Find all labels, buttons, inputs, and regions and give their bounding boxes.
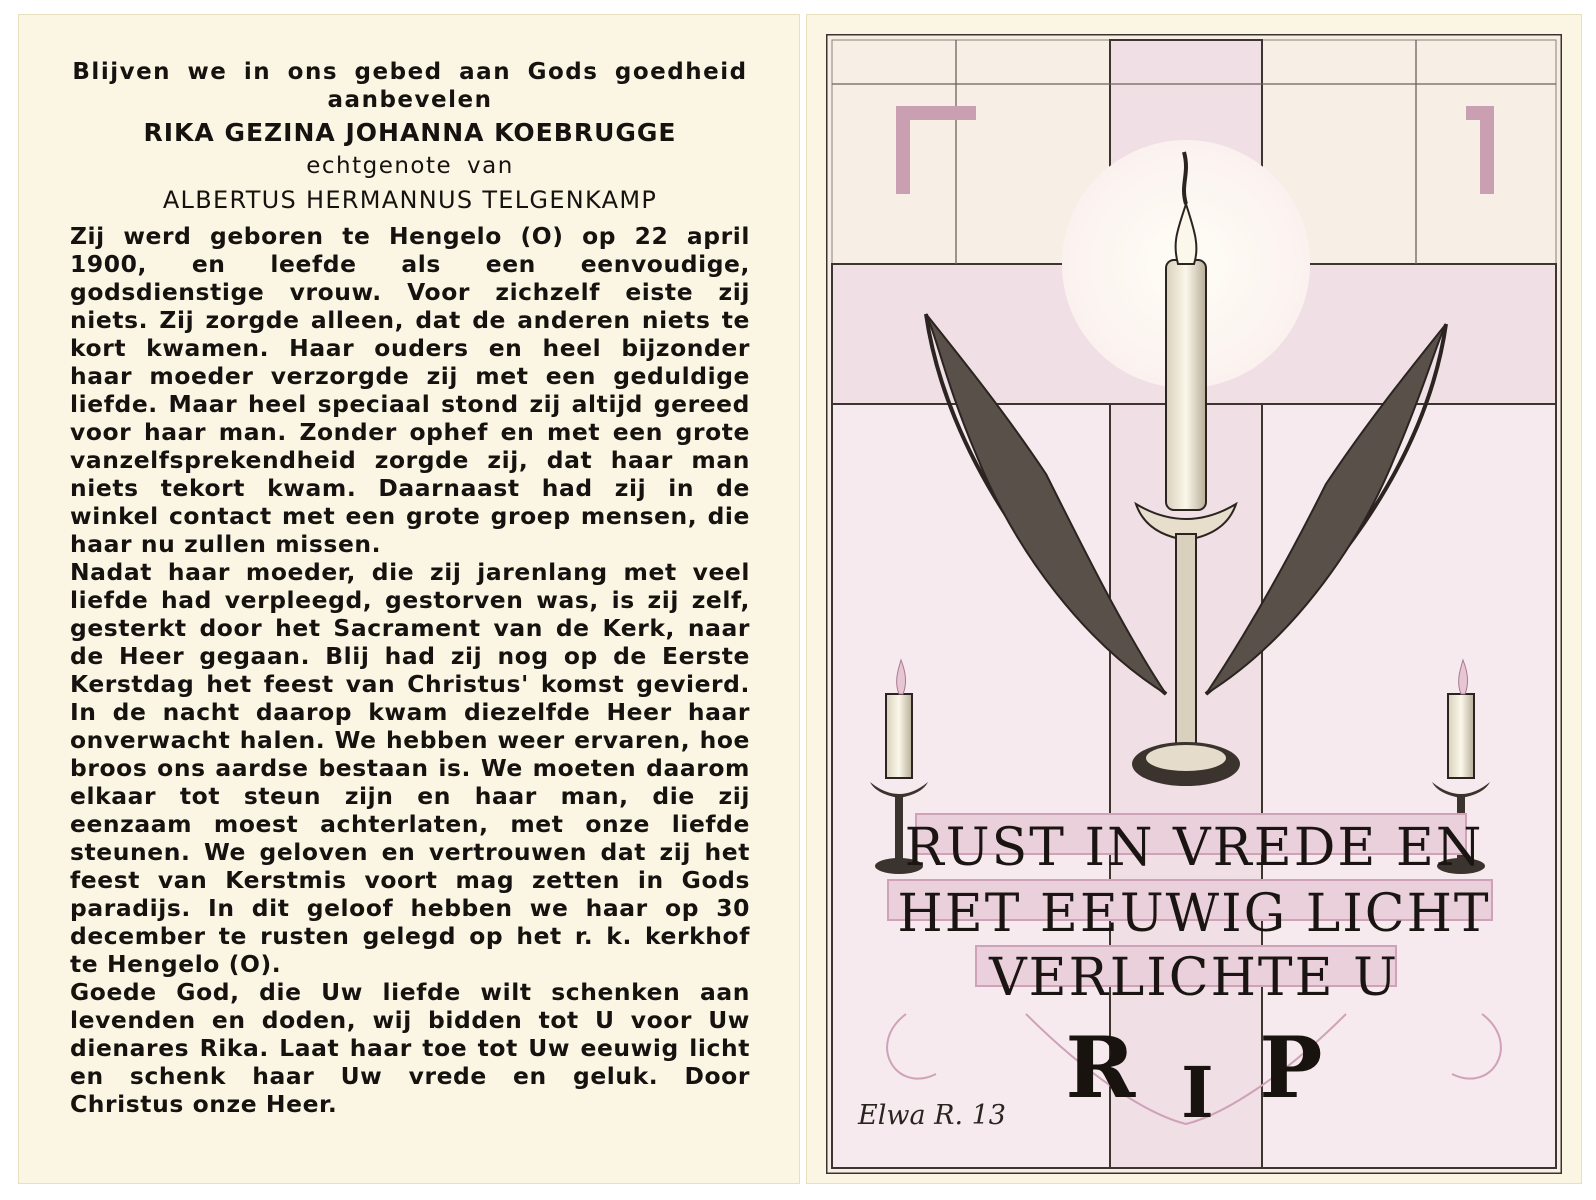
prayer-card-text-side bbox=[18, 14, 800, 1184]
motto-line-2: HET EEUWIG LICHT bbox=[897, 884, 1491, 944]
artist-signature: Elwa R. 13 bbox=[858, 1100, 1006, 1131]
intro-line: Blijven we in ons gebed aan Gods goedheid aanbevelen bbox=[72, 59, 748, 113]
spouse-prefix: echtgenote van bbox=[306, 153, 514, 179]
motto-line-1: RUST IN VREDE EN bbox=[904, 818, 1484, 878]
memorial-illustration bbox=[826, 34, 1562, 1174]
deceased-name: RIKA GEZINA JOHANNA KOEBRUGGE bbox=[143, 118, 677, 147]
rip-letter-i: I bbox=[1180, 1051, 1214, 1134]
motto-line-3: VERLICHTE U bbox=[989, 948, 1399, 1008]
rip-letter-r: R bbox=[1065, 1018, 1136, 1117]
biography-paragraph: Zij werd geboren te Hengelo (O) op 22 april 1900, en leefde als een eenvoudige, godsdienstige vrouw. Voor zichzelf eiste zij niets. Zij zorgde alleen, dat de anderen niets te kort kwamen. Haar ouders en heel bijzonder haar moeder verzorgde zij met een geduldige liefde. Maar heel speciaal stond zij altijd gereed voor haar man. Zonder ophef en met een grote vanzelfsprekendheid zorgde zij, dat haar man niets tekort kwam. Daarnaast had zij in de winkel contact met een grote groep mensen, die haar nu zullen missen. bbox=[70, 222, 750, 558]
death-paragraph: Nadat haar moeder, die zij jarenlang met veel liefde had verpleegd, gestorven was, is zij zelf, gesterkt door het Sacrament van de Kerk, naar de Heer gegaan. Blij had zij nog op de Eerste Kerstdag het feest van Christus' komst gevierd. In de nacht daarop kwam diezelfde Heer haar onverwacht halen. We hebben weer ervaren, hoe broos ons aardse bestaan is. We moeten daarom elkaar tot steun zijn en haar man, die zij eenzaam moest achterlaten, met onze liefde steunen. We geloven en vertrouwen dat zij het feest van Kerstmis voort mag zetten in Gods paradijs. In dit geloof hebben we haar op 30 december te rusten gelegd op het r. k. kerkhof te Hengelo (O). bbox=[70, 558, 750, 978]
prayer-paragraph: Goede God, die Uw liefde wilt schenken aan levenden en doden, wij bidden tot U voor Uw dienares Rika. Laat haar toe tot Uw eeuwig licht en schenk haar Uw vrede en geluk. Door Christus onze Heer. bbox=[70, 978, 750, 1118]
prayer-card-image-side bbox=[806, 14, 1582, 1184]
prayer-text-block bbox=[70, 58, 750, 1118]
spouse-name: ALBERTUS HERMANNUS TELGENKAMP bbox=[162, 186, 658, 214]
rip-letter-p: P bbox=[1259, 1018, 1323, 1117]
